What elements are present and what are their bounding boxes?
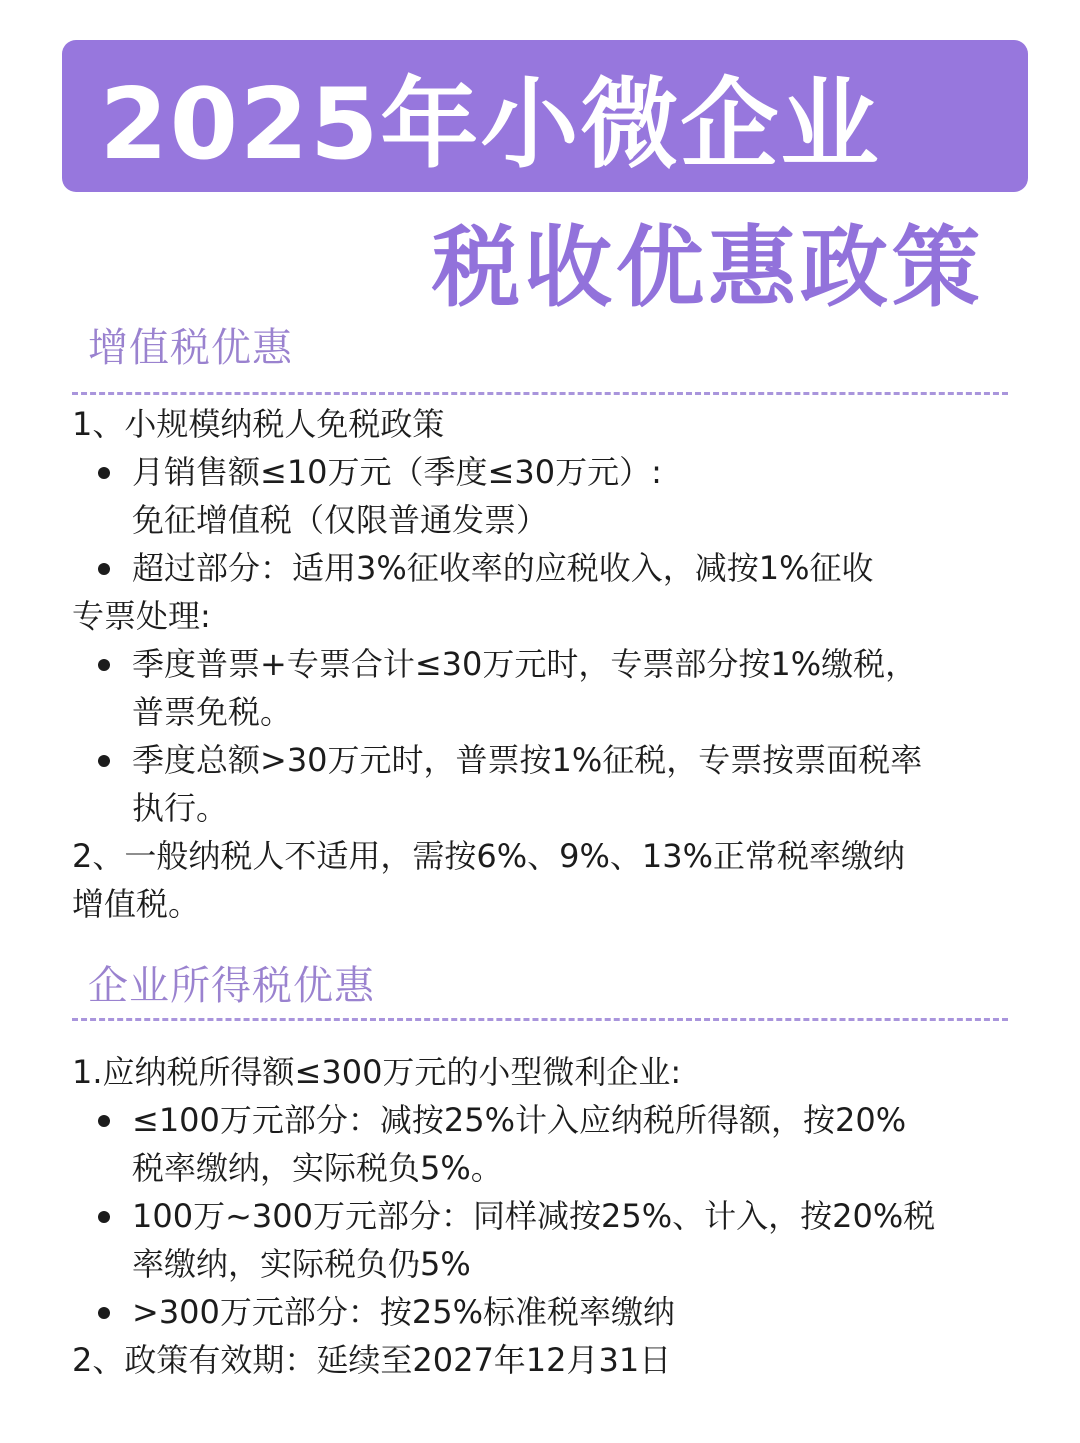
list-item-continuation: 免征增值税（仅限普通发票） (132, 501, 549, 539)
bullet-icon (98, 1115, 110, 1127)
list-item: 2、政策有效期：延续至2027年12月31日 (72, 1341, 672, 1379)
list-item: 季度总额>30万元时，普票按1%征税，专票按票面税率 (132, 741, 923, 779)
bullet-icon (98, 467, 110, 479)
page-title: 2025年小微企业 (99, 67, 881, 182)
list-item-continuation: 普票免税。 (132, 693, 293, 731)
page-subtitle: 税收优惠政策 (431, 216, 984, 319)
list-item-continuation: 增值税。 (72, 885, 201, 923)
list-item: 100万~300万元部分：同样减按25%、计入，按20%税 (132, 1197, 936, 1235)
title-banner (62, 40, 1028, 192)
section-heading-vat: 增值税优惠 (88, 325, 293, 371)
list-item: 月销售额≤10万元（季度≤30万元）: (132, 453, 662, 491)
list-item: 1.应纳税所得额≤300万元的小型微利企业: (72, 1053, 682, 1091)
section-heading-cit: 企业所得税优惠 (88, 963, 375, 1009)
section-divider (72, 392, 1008, 395)
list-item: 专票处理: (72, 597, 211, 635)
section-divider (72, 1018, 1008, 1021)
list-item-continuation: 率缴纳，实际税负仍5% (132, 1245, 471, 1283)
list-item: 2、一般纳税人不适用，需按6%、9%、13%正常税率缴纳 (72, 837, 906, 875)
list-item: >300万元部分：按25%标准税率缴纳 (132, 1293, 676, 1331)
bullet-icon (98, 1307, 110, 1319)
list-item: 超过部分：适用3%征收率的应税收入，减按1%征收 (132, 549, 874, 587)
list-item: 季度普票+专票合计≤30万元时，专票部分按1%缴税， (132, 645, 918, 683)
list-item-continuation: 执行。 (132, 789, 229, 827)
bullet-icon (98, 1211, 110, 1223)
list-item: ≤100万元部分：减按25%计入应纳税所得额，按20% (132, 1101, 907, 1139)
list-item-continuation: 税率缴纳，实际税负5%。 (132, 1149, 503, 1187)
list-item: 1、小规模纳税人免税政策 (72, 405, 445, 443)
bullet-icon (98, 563, 110, 575)
bullet-icon (98, 755, 110, 767)
bullet-icon (98, 659, 110, 671)
